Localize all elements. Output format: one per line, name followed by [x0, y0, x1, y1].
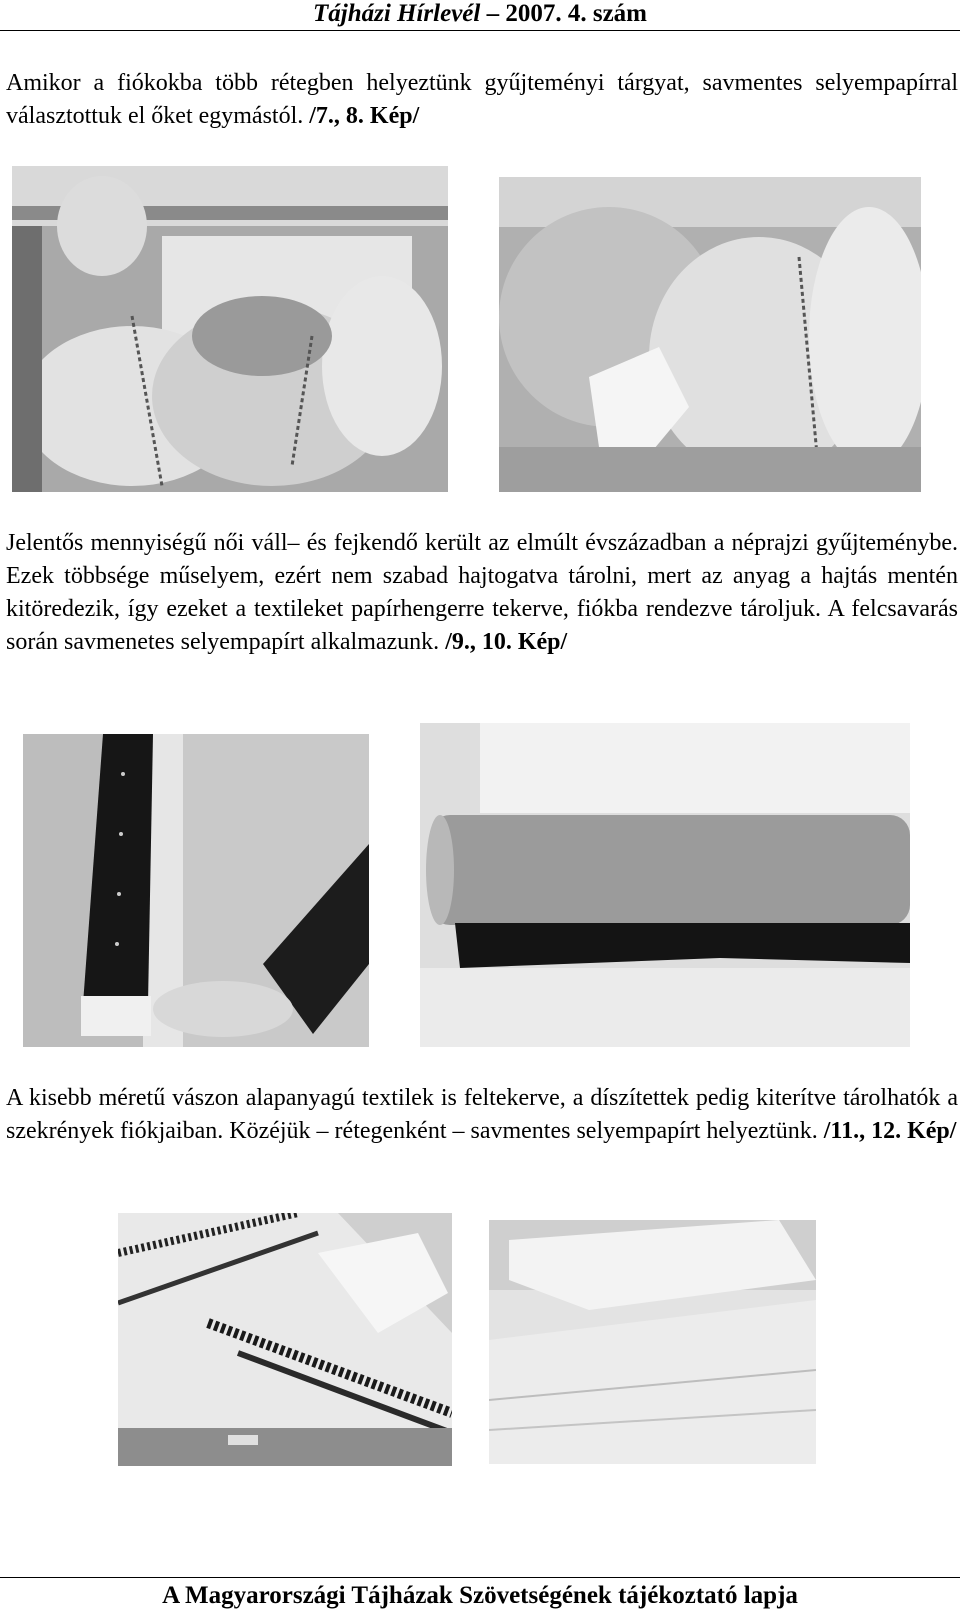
paragraph-3-image-ref: /11., 12. Kép/	[823, 1118, 957, 1144]
paragraph-2-image-ref: /9., 10. Kép/	[445, 629, 568, 655]
paragraph-3-text: A kisebb méretű vászon alapanyagú textilek is feltekerve, a díszítettek pedig kiterítve tárolhatók a szekrények fiókjaiban. Közéjük – rétegenként – savmentes selyempapírt helyeztünk.	[6, 1085, 958, 1144]
photo-12-tissue-layers	[489, 1220, 816, 1464]
page-footer: A Magyarországi Tájházak Szövetségének tájékoztató lapja	[162, 1582, 798, 1609]
paragraph-2	[6, 527, 958, 659]
paragraph-2-text: Jelentős mennyiségű női váll– és fejkendő került az elmúlt évszázadban a néprajzi gyűjteménybe. Ezek többsége műselyem, ezért nem szabad hajtogatva tárolni, mert az anyag a hajtás mentén kitöredezik, így ezeket a textileket papírhengerre tekerve, fiókba rendezve tároljuk. A felcsavarás során savmenetes selyempapírt alkalmazunk.	[6, 530, 958, 655]
header-rule	[0, 30, 960, 31]
photo-8-fur-coat-tissue	[499, 177, 921, 492]
page-header	[0, 0, 960, 30]
footer-rule	[0, 1577, 960, 1578]
paragraph-1-image-ref: /7., 8. Kép/	[309, 103, 420, 129]
photo-9-rolled-textile-hand	[23, 734, 369, 1047]
photo-11-striped-textiles-drawer	[118, 1213, 452, 1466]
paragraph-3	[6, 1082, 958, 1148]
photo-10-paper-roll	[420, 723, 910, 1047]
newsletter-title: Tájházi Hírlevél	[312, 0, 481, 27]
issue-number: – 2007. 4. szám	[480, 0, 647, 27]
paragraph-1	[6, 67, 958, 133]
photo-7-fur-coat-drawer	[12, 166, 448, 492]
paragraph-1-text: Amikor a fiókokba több rétegben helyeztünk gyűjteményi tárgyat, savmentes selyempapírral választottuk el őket egymástól.	[6, 70, 958, 129]
